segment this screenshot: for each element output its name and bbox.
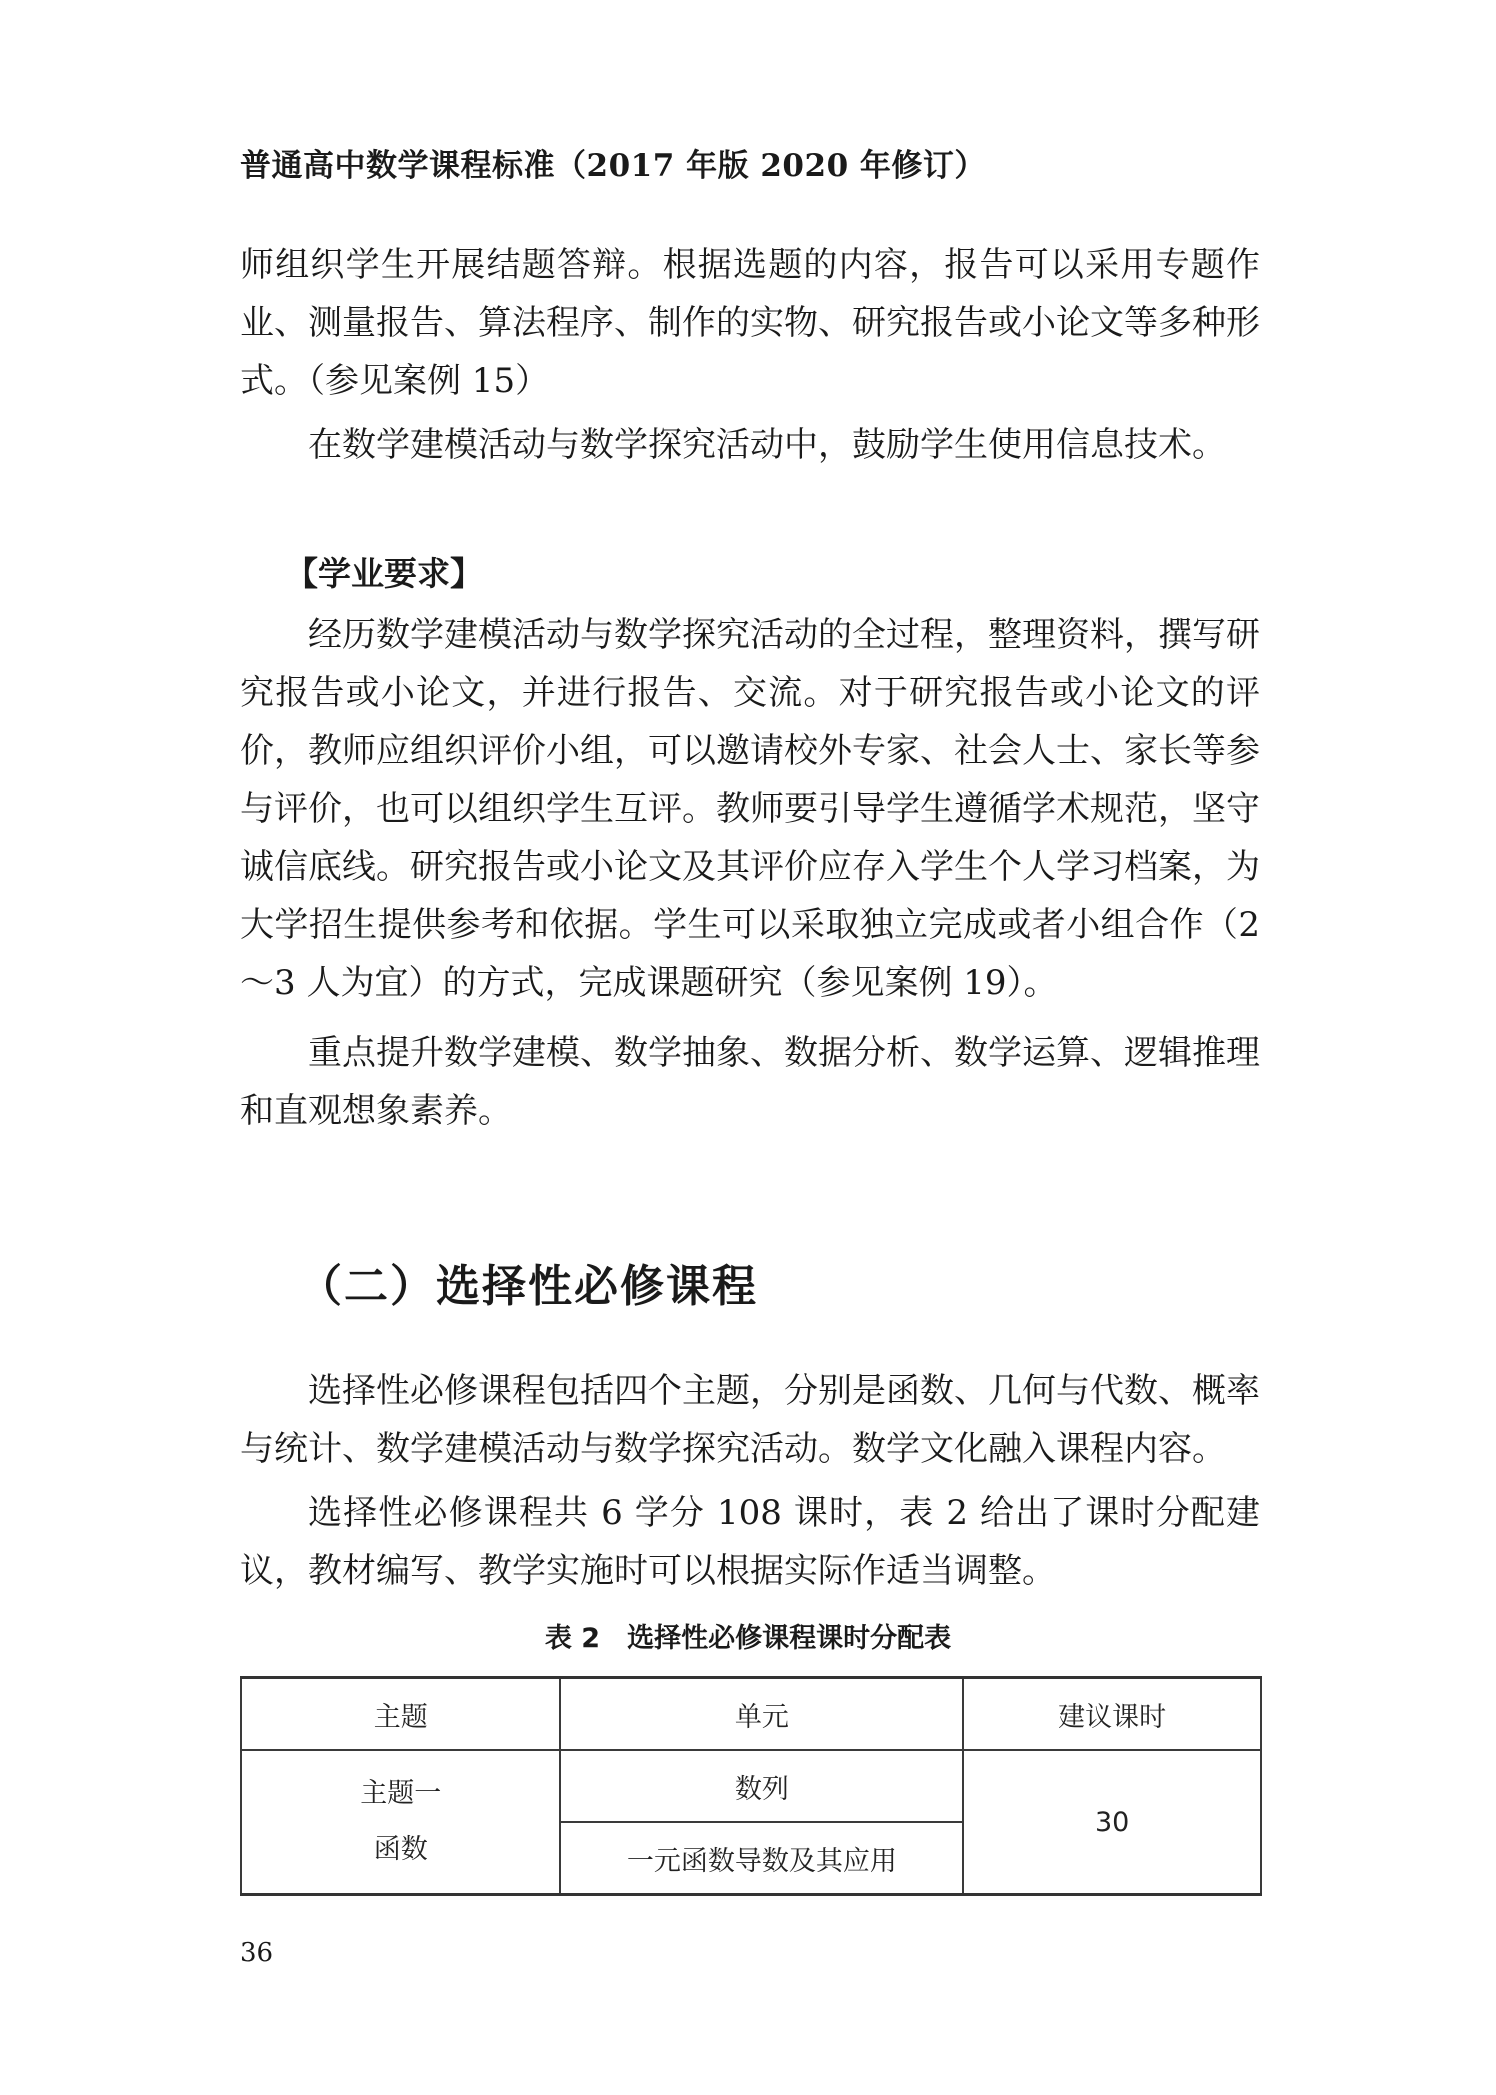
paragraph-report-forms: 师组织学生开展结题答辩。根据选题的内容，报告可以采用专题作业、测量报告、算法程序、制作的实物、研究报告或小论文等多种形式。（参见案例 15） [240,245,1260,401]
hours-cell: 30 [963,1750,1261,1895]
academic-requirement-heading: 【学业要求】 [285,554,483,593]
running-header: 普通高中数学课程标准（2017 年版 2020 年修订） [240,148,986,184]
page-number: 36 [240,1938,274,1968]
table-header-row [241,1678,1261,1751]
hours-allocation-table [240,1676,1262,1896]
paragraph-elective-topics: 选择性必修课程包括四个主题，分别是函数、几何与代数、概率与统计、数学建模活动与数学探究活动。数学文化融入课程内容。 [240,1371,1260,1469]
topic-cell [241,1750,560,1895]
header-cell-topic: 主题 [241,1678,560,1751]
topic-number: 主题一 [360,1778,442,1809]
paragraph-core-literacy: 重点提升数学建模、数学抽象、数据分析、数学运算、逻辑推理和直观想象素养。 [240,1033,1260,1131]
table-row [241,1750,1261,1822]
paragraph-info-tech: 在数学建模活动与数学探究活动中，鼓励学生使用信息技术。 [308,425,1226,465]
section-title-elective-required: （二）选择性必修课程 [298,1261,758,1312]
unit-cell: 数列 [560,1750,963,1822]
paragraph-credit-hours: 选择性必修课程共 6 学分 108 课时，表 2 给出了课时分配建议，教材编写、教学实施时可以根据实际作适当调整。 [240,1493,1260,1591]
header-cell-hours: 建议课时 [963,1678,1261,1751]
paragraph-academic-requirement: 经历数学建模活动与数学探究活动的全过程，整理资料，撰写研究报告或小论文，并进行报告、交流。对于研究报告或小论文的评价，教师应组织评价小组，可以邀请校外专家、社会人士、家长等参与评价，也可以组织学生互评。教师要引导学生遵循学术规范，坚守诚信底线。研究报告或小论文及其评价应存入学生个人学习档案，为大学招生提供参考和依据。学生可以采取独立完成或者小组合作（2～3 人为宜）的方式，完成课题研究（参见案例 19）。 [240,615,1260,1003]
unit-cell: 一元函数导数及其应用 [560,1822,963,1895]
topic-name: 函数 [373,1834,428,1865]
header-cell-unit: 单元 [560,1678,963,1751]
table-caption: 表 2 选择性必修课程课时分配表 [544,1623,952,1654]
